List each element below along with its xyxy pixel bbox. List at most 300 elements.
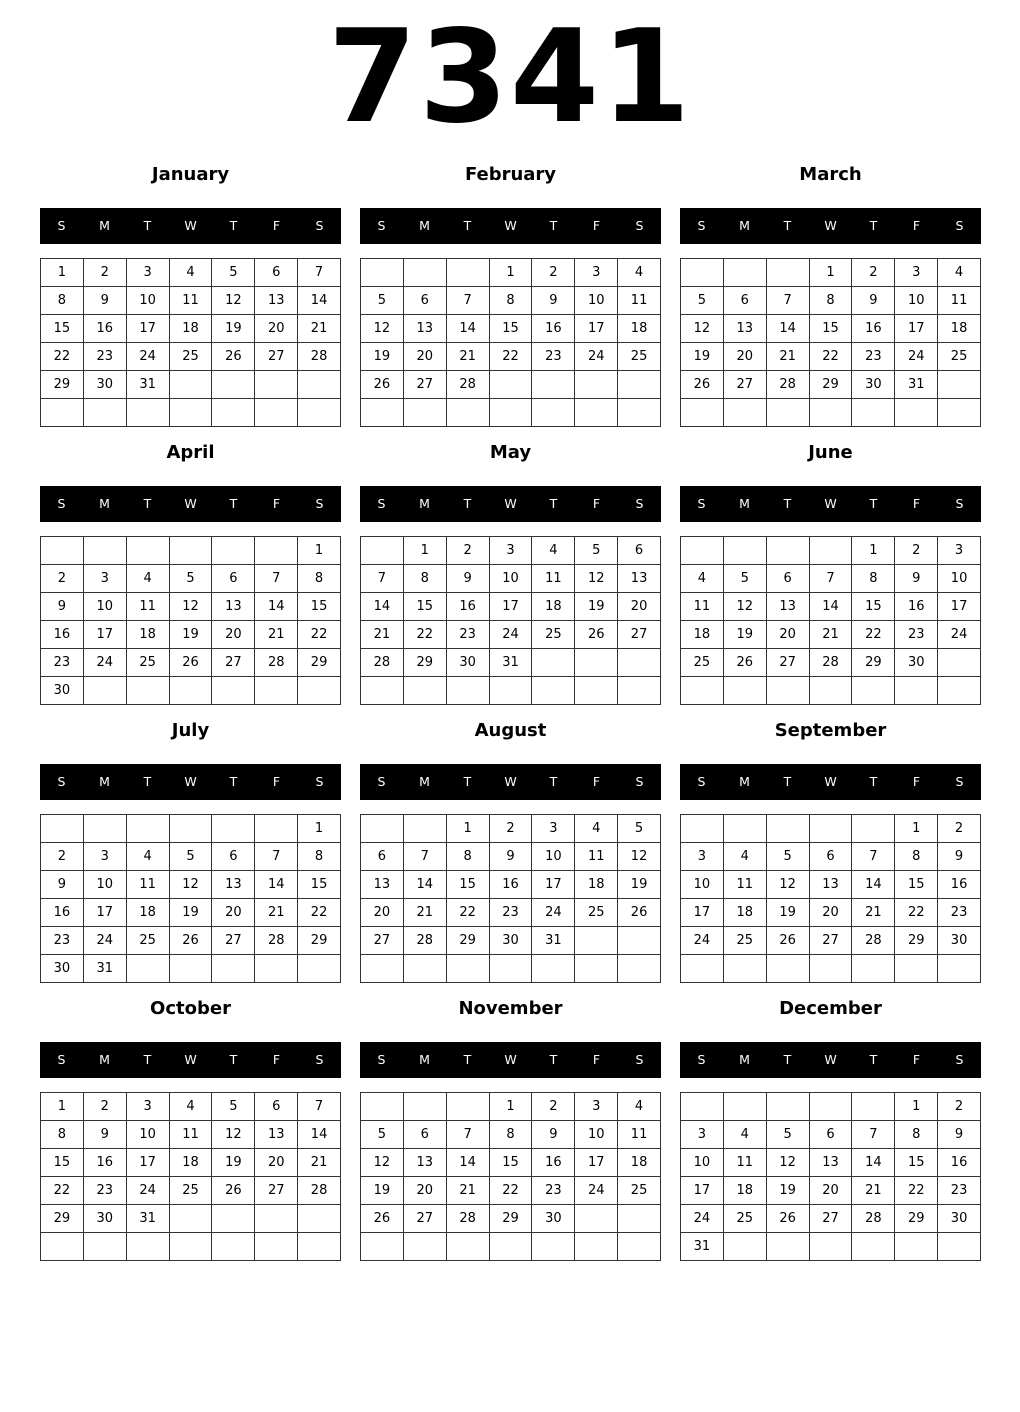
empty-day-cell: [681, 399, 724, 427]
day-cell: 20: [618, 593, 661, 621]
day-grid: [680, 814, 981, 983]
empty-day-cell: [938, 399, 981, 427]
empty-day-cell: [170, 1205, 213, 1233]
day-cell: 6: [361, 843, 404, 871]
day-cell: 28: [447, 1205, 490, 1233]
day-cell: 16: [532, 1149, 575, 1177]
month-name: June: [808, 442, 853, 463]
day-cell: 13: [255, 287, 298, 315]
weekday-label: T: [549, 218, 558, 233]
day-cell: 21: [852, 899, 895, 927]
day-cell: 19: [212, 315, 255, 343]
day-cell: 6: [810, 843, 853, 871]
weekday-label: S: [377, 496, 386, 511]
day-cell: 13: [724, 315, 767, 343]
weekday-label: F: [592, 774, 601, 789]
day-cell: 24: [127, 1177, 170, 1205]
empty-day-cell: [298, 677, 341, 705]
day-cell: 4: [938, 259, 981, 287]
month-name: February: [464, 164, 557, 185]
day-cell: 29: [298, 927, 341, 955]
day-cell: 19: [724, 621, 767, 649]
weekday-label: M: [99, 1052, 110, 1067]
day-cell: 12: [212, 1121, 255, 1149]
day-cell: 24: [84, 927, 127, 955]
day-cell: 8: [298, 565, 341, 593]
weekday-label: F: [272, 1052, 281, 1067]
day-cell: 28: [852, 927, 895, 955]
day-cell: 14: [447, 315, 490, 343]
day-cell: 10: [575, 287, 618, 315]
day-cell: 9: [41, 593, 84, 621]
day-cell: 20: [212, 621, 255, 649]
month-name: September: [774, 720, 887, 741]
day-cell: 9: [447, 565, 490, 593]
day-cell: 27: [212, 649, 255, 677]
day-cell: 9: [532, 287, 575, 315]
day-cell: 23: [895, 621, 938, 649]
day-cell: 28: [447, 371, 490, 399]
empty-day-cell: [212, 1205, 255, 1233]
empty-day-cell: [618, 1233, 661, 1261]
empty-day-cell: [298, 1205, 341, 1233]
day-cell: 9: [84, 287, 127, 315]
day-cell: 21: [298, 1149, 341, 1177]
day-cell: 29: [298, 649, 341, 677]
weekday-label: W: [504, 218, 517, 233]
day-cell: 14: [852, 1149, 895, 1177]
day-cell: 26: [170, 649, 213, 677]
empty-day-cell: [447, 399, 490, 427]
empty-day-cell: [938, 649, 981, 677]
empty-day-cell: [575, 927, 618, 955]
day-cell: 14: [404, 871, 447, 899]
day-cell: 30: [84, 1205, 127, 1233]
day-cell: 3: [681, 1121, 724, 1149]
day-cell: 22: [298, 621, 341, 649]
weekday-label: S: [697, 218, 706, 233]
day-cell: 10: [490, 565, 533, 593]
weekday-label: F: [592, 218, 601, 233]
weekday-label: S: [697, 496, 706, 511]
day-cell: 2: [447, 537, 490, 565]
empty-day-cell: [212, 677, 255, 705]
day-cell: 25: [532, 621, 575, 649]
empty-day-cell: [810, 1233, 853, 1261]
empty-day-cell: [810, 537, 853, 565]
day-cell: 22: [447, 899, 490, 927]
weekday-label: W: [824, 1052, 837, 1067]
day-cell: 27: [810, 927, 853, 955]
day-cell: 7: [298, 259, 341, 287]
day-cell: 17: [490, 593, 533, 621]
day-cell: 4: [618, 1093, 661, 1121]
weekday-header: [680, 486, 981, 522]
day-cell: 16: [41, 621, 84, 649]
empty-day-cell: [404, 815, 447, 843]
empty-day-cell: [575, 1205, 618, 1233]
empty-day-cell: [532, 677, 575, 705]
weekday-label: F: [592, 496, 601, 511]
empty-day-cell: [852, 1233, 895, 1261]
empty-day-cell: [575, 955, 618, 983]
empty-day-cell: [852, 1093, 895, 1121]
empty-day-cell: [724, 955, 767, 983]
day-cell: 22: [490, 343, 533, 371]
day-cell: 11: [532, 565, 575, 593]
weekday-header: [40, 764, 341, 800]
month-march: [680, 158, 981, 426]
day-cell: 22: [810, 343, 853, 371]
day-cell: 28: [298, 1177, 341, 1205]
day-cell: 13: [212, 871, 255, 899]
day-cell: 25: [618, 1177, 661, 1205]
day-cell: 25: [127, 927, 170, 955]
day-grid: [40, 1092, 341, 1261]
day-cell: 20: [724, 343, 767, 371]
weekday-label: T: [869, 218, 878, 233]
empty-day-cell: [938, 955, 981, 983]
day-cell: 27: [767, 649, 810, 677]
year-title: 7341: [327, 3, 693, 152]
day-cell: 15: [895, 1149, 938, 1177]
day-cell: 23: [41, 927, 84, 955]
empty-day-cell: [532, 1233, 575, 1261]
day-cell: 21: [852, 1177, 895, 1205]
day-cell: 7: [767, 287, 810, 315]
day-cell: 12: [170, 871, 213, 899]
day-cell: 17: [681, 899, 724, 927]
day-cell: 30: [447, 649, 490, 677]
weekday-label: S: [315, 496, 324, 511]
empty-day-cell: [575, 649, 618, 677]
day-cell: 28: [404, 927, 447, 955]
empty-day-cell: [298, 1233, 341, 1261]
weekday-header: [360, 1042, 661, 1078]
day-cell: 1: [852, 537, 895, 565]
empty-day-cell: [681, 815, 724, 843]
empty-day-cell: [41, 815, 84, 843]
day-grid: [40, 258, 341, 427]
day-cell: 15: [895, 871, 938, 899]
weekday-label: M: [419, 1052, 430, 1067]
empty-day-cell: [618, 371, 661, 399]
day-cell: 10: [895, 287, 938, 315]
empty-day-cell: [361, 259, 404, 287]
day-cell: 21: [298, 315, 341, 343]
empty-day-cell: [938, 1233, 981, 1261]
weekday-label: F: [912, 1052, 921, 1067]
day-cell: 12: [361, 315, 404, 343]
day-cell: 30: [41, 677, 84, 705]
day-cell: 11: [724, 871, 767, 899]
day-cell: 12: [575, 565, 618, 593]
empty-day-cell: [810, 815, 853, 843]
day-cell: 24: [895, 343, 938, 371]
month-july: [40, 714, 341, 982]
empty-day-cell: [255, 399, 298, 427]
day-cell: 27: [212, 927, 255, 955]
day-cell: 17: [575, 315, 618, 343]
day-cell: 18: [532, 593, 575, 621]
day-cell: 17: [895, 315, 938, 343]
weekday-label: M: [419, 218, 430, 233]
empty-day-cell: [404, 259, 447, 287]
empty-day-cell: [41, 399, 84, 427]
weekday-label: S: [955, 496, 964, 511]
day-cell: 15: [852, 593, 895, 621]
empty-day-cell: [404, 1233, 447, 1261]
day-cell: 16: [895, 593, 938, 621]
weekday-label: T: [229, 496, 238, 511]
weekday-label: T: [463, 496, 472, 511]
weekday-header: [40, 208, 341, 244]
day-cell: 19: [767, 1177, 810, 1205]
day-cell: 9: [938, 1121, 981, 1149]
day-cell: 23: [532, 1177, 575, 1205]
day-cell: 16: [938, 871, 981, 899]
day-cell: 8: [490, 287, 533, 315]
weekday-label: F: [592, 1052, 601, 1067]
day-cell: 6: [767, 565, 810, 593]
day-cell: 22: [852, 621, 895, 649]
weekday-label: F: [272, 774, 281, 789]
day-cell: 29: [895, 927, 938, 955]
day-cell: 11: [618, 287, 661, 315]
day-cell: 11: [170, 1121, 213, 1149]
day-cell: 16: [447, 593, 490, 621]
day-cell: 27: [618, 621, 661, 649]
empty-day-cell: [361, 955, 404, 983]
day-cell: 2: [84, 259, 127, 287]
day-cell: 13: [810, 871, 853, 899]
day-cell: 2: [852, 259, 895, 287]
day-cell: 14: [255, 593, 298, 621]
day-cell: 8: [298, 843, 341, 871]
day-cell: 13: [212, 593, 255, 621]
weekday-label: S: [57, 218, 66, 233]
day-cell: 6: [255, 259, 298, 287]
weekday-label: T: [549, 496, 558, 511]
weekday-label: S: [635, 218, 644, 233]
day-cell: 30: [895, 649, 938, 677]
empty-day-cell: [810, 677, 853, 705]
empty-day-cell: [212, 399, 255, 427]
month-february: [360, 158, 661, 426]
empty-day-cell: [255, 537, 298, 565]
empty-day-cell: [724, 1233, 767, 1261]
day-cell: 16: [490, 871, 533, 899]
day-cell: 23: [852, 343, 895, 371]
empty-day-cell: [618, 649, 661, 677]
day-cell: 31: [127, 1205, 170, 1233]
day-cell: 11: [618, 1121, 661, 1149]
day-cell: 3: [532, 815, 575, 843]
day-cell: 26: [681, 371, 724, 399]
day-cell: 29: [490, 1205, 533, 1233]
day-cell: 9: [490, 843, 533, 871]
day-cell: 7: [852, 1121, 895, 1149]
day-cell: 4: [127, 565, 170, 593]
weekday-label: S: [377, 218, 386, 233]
day-cell: 21: [404, 899, 447, 927]
weekday-label: S: [697, 1052, 706, 1067]
empty-day-cell: [895, 1233, 938, 1261]
empty-day-cell: [170, 399, 213, 427]
day-cell: 20: [810, 899, 853, 927]
day-cell: 15: [810, 315, 853, 343]
empty-day-cell: [255, 677, 298, 705]
day-cell: 2: [938, 1093, 981, 1121]
day-cell: 2: [41, 565, 84, 593]
day-cell: 14: [298, 287, 341, 315]
day-cell: 20: [255, 315, 298, 343]
day-cell: 16: [938, 1149, 981, 1177]
empty-day-cell: [575, 677, 618, 705]
day-cell: 28: [767, 371, 810, 399]
day-cell: 4: [170, 259, 213, 287]
empty-day-cell: [84, 677, 127, 705]
day-cell: 5: [361, 1121, 404, 1149]
day-cell: 26: [575, 621, 618, 649]
day-cell: 16: [84, 315, 127, 343]
weekday-label: S: [955, 218, 964, 233]
day-cell: 10: [681, 1149, 724, 1177]
day-cell: 2: [41, 843, 84, 871]
day-cell: 8: [447, 843, 490, 871]
weekday-label: T: [869, 1052, 878, 1067]
day-cell: 21: [361, 621, 404, 649]
day-cell: 29: [852, 649, 895, 677]
day-cell: 23: [84, 343, 127, 371]
day-cell: 25: [170, 1177, 213, 1205]
day-cell: 12: [724, 593, 767, 621]
day-cell: 22: [404, 621, 447, 649]
day-cell: 12: [361, 1149, 404, 1177]
day-cell: 20: [767, 621, 810, 649]
day-cell: 17: [84, 899, 127, 927]
day-cell: 3: [490, 537, 533, 565]
empty-day-cell: [895, 677, 938, 705]
empty-day-cell: [127, 1233, 170, 1261]
weekday-label: T: [143, 1052, 152, 1067]
day-cell: 4: [575, 815, 618, 843]
month-may: [360, 436, 661, 704]
day-cell: 18: [170, 315, 213, 343]
weekday-label: S: [57, 774, 66, 789]
weekday-label: F: [272, 496, 281, 511]
day-cell: 29: [404, 649, 447, 677]
weekday-label: W: [824, 774, 837, 789]
empty-day-cell: [447, 955, 490, 983]
empty-day-cell: [575, 1233, 618, 1261]
day-cell: 6: [810, 1121, 853, 1149]
day-cell: 27: [724, 371, 767, 399]
day-cell: 12: [681, 315, 724, 343]
empty-day-cell: [767, 677, 810, 705]
month-october: [40, 992, 341, 1260]
weekday-label: W: [504, 774, 517, 789]
weekday-label: F: [272, 218, 281, 233]
day-cell: 11: [127, 593, 170, 621]
month-name: April: [166, 442, 215, 463]
day-grid: [40, 814, 341, 983]
day-cell: 8: [41, 287, 84, 315]
day-cell: 4: [724, 1121, 767, 1149]
weekday-header: [360, 486, 661, 522]
weekday-label: M: [419, 496, 430, 511]
day-cell: 23: [532, 343, 575, 371]
day-cell: 9: [41, 871, 84, 899]
weekday-label: W: [824, 218, 837, 233]
day-cell: 25: [618, 343, 661, 371]
month-january: [40, 158, 341, 426]
weekday-label: S: [377, 1052, 386, 1067]
day-cell: 8: [810, 287, 853, 315]
day-cell: 5: [170, 843, 213, 871]
day-cell: 30: [41, 955, 84, 983]
day-cell: 9: [532, 1121, 575, 1149]
weekday-label: M: [99, 496, 110, 511]
day-cell: 8: [895, 843, 938, 871]
empty-day-cell: [212, 955, 255, 983]
day-cell: 6: [255, 1093, 298, 1121]
day-cell: 6: [212, 565, 255, 593]
empty-day-cell: [618, 955, 661, 983]
empty-day-cell: [767, 259, 810, 287]
day-cell: 10: [84, 593, 127, 621]
month-name: December: [779, 998, 882, 1019]
empty-day-cell: [767, 1233, 810, 1261]
empty-day-cell: [724, 1093, 767, 1121]
empty-day-cell: [895, 955, 938, 983]
day-cell: 8: [490, 1121, 533, 1149]
day-cell: 21: [255, 899, 298, 927]
day-cell: 22: [41, 343, 84, 371]
day-cell: 31: [490, 649, 533, 677]
weekday-label: T: [783, 496, 792, 511]
empty-day-cell: [84, 815, 127, 843]
day-cell: 14: [255, 871, 298, 899]
weekday-header: [40, 486, 341, 522]
day-cell: 17: [938, 593, 981, 621]
day-cell: 9: [895, 565, 938, 593]
day-cell: 2: [532, 1093, 575, 1121]
day-cell: 22: [41, 1177, 84, 1205]
empty-day-cell: [810, 1093, 853, 1121]
empty-day-cell: [212, 1233, 255, 1261]
empty-day-cell: [490, 371, 533, 399]
day-cell: 15: [490, 315, 533, 343]
day-cell: 18: [724, 1177, 767, 1205]
weekday-label: S: [955, 774, 964, 789]
day-cell: 1: [404, 537, 447, 565]
empty-day-cell: [852, 677, 895, 705]
empty-day-cell: [724, 537, 767, 565]
day-cell: 1: [490, 1093, 533, 1121]
day-cell: 26: [618, 899, 661, 927]
day-cell: 14: [810, 593, 853, 621]
weekday-label: M: [419, 774, 430, 789]
empty-day-cell: [404, 677, 447, 705]
day-cell: 20: [810, 1177, 853, 1205]
day-cell: 15: [490, 1149, 533, 1177]
day-cell: 28: [255, 649, 298, 677]
day-cell: 7: [404, 843, 447, 871]
empty-day-cell: [938, 371, 981, 399]
weekday-header: [360, 764, 661, 800]
day-cell: 19: [361, 343, 404, 371]
